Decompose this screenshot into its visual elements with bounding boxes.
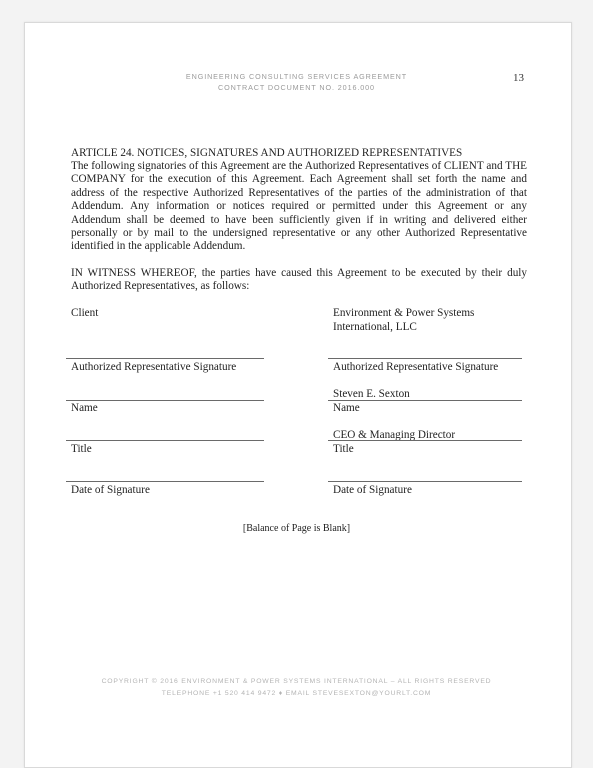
client-name-line — [66, 400, 264, 401]
client-name-label: Name — [71, 402, 98, 414]
client-signature-label: Authorized Representative Signature — [71, 361, 237, 373]
company-name-line2: International, LLC — [333, 321, 417, 333]
page-number: 13 — [513, 72, 524, 84]
client-title-line — [66, 440, 264, 441]
client-signature-line — [66, 358, 264, 359]
company-signature-label: Authorized Representative Signature — [333, 361, 499, 373]
company-signer-name: Steven E. Sexton — [333, 388, 410, 400]
company-title-line — [328, 440, 522, 441]
client-label: Client — [71, 307, 99, 319]
client-date-line — [66, 481, 264, 482]
company-date-label: Date of Signature — [333, 484, 412, 496]
company-date-line — [328, 481, 522, 482]
company-name-line1: Environment & Power Systems — [333, 307, 475, 319]
client-title-label: Title — [71, 443, 92, 455]
company-name-label: Name — [333, 402, 360, 414]
company-signer-title: CEO & Managing Director — [333, 429, 456, 441]
client-date-label: Date of Signature — [71, 484, 150, 496]
balance-of-page-note: [Balance of Page is Blank] — [242, 523, 351, 534]
company-signature-line — [328, 358, 522, 359]
header-agreement-title: ENGINEERING CONSULTING SERVICES AGREEMENT — [185, 72, 408, 81]
footer-contact: TELEPHONE +1 520 414 9472 ♦ EMAIL STEVESEXTON@YOURLT.COM — [161, 690, 432, 697]
footer-copyright: COPYRIGHT © 2016 ENVIRONMENT & POWER SYSTEMS INTERNATIONAL – ALL RIGHTS RESERVED — [101, 678, 492, 685]
article-paragraph: The following signatories of this Agreement are the Authorized Representatives of CLIENT and THE COMPANY for the execution of this Agreement. Each Agreement shall set forth the name and address of the respective Authorized Representatives of the parties of the administration of that Addendum. Any information or notices required or permitted under this Agreement or any Addendum shall be deemed to have been sufficiently given if in writing and delivered either personally or by mail to the undersigned representative or any other Authorized Representative identified in the applicable Addendum. — [71, 160, 527, 253]
header-contract-number: CONTRACT DOCUMENT NO. 2016.000 — [218, 83, 375, 92]
company-title-label: Title — [333, 443, 354, 455]
article-title: ARTICLE 24. NOTICES, SIGNATURES AND AUTHORIZED REPRESENTATIVES — [71, 147, 463, 159]
document-page — [24, 22, 572, 768]
company-name-line — [328, 400, 522, 401]
witness-paragraph: IN WITNESS WHEREOF, the parties have caused this Agreement to be executed by their duly Authorized Representatives, as follows: — [71, 267, 527, 293]
